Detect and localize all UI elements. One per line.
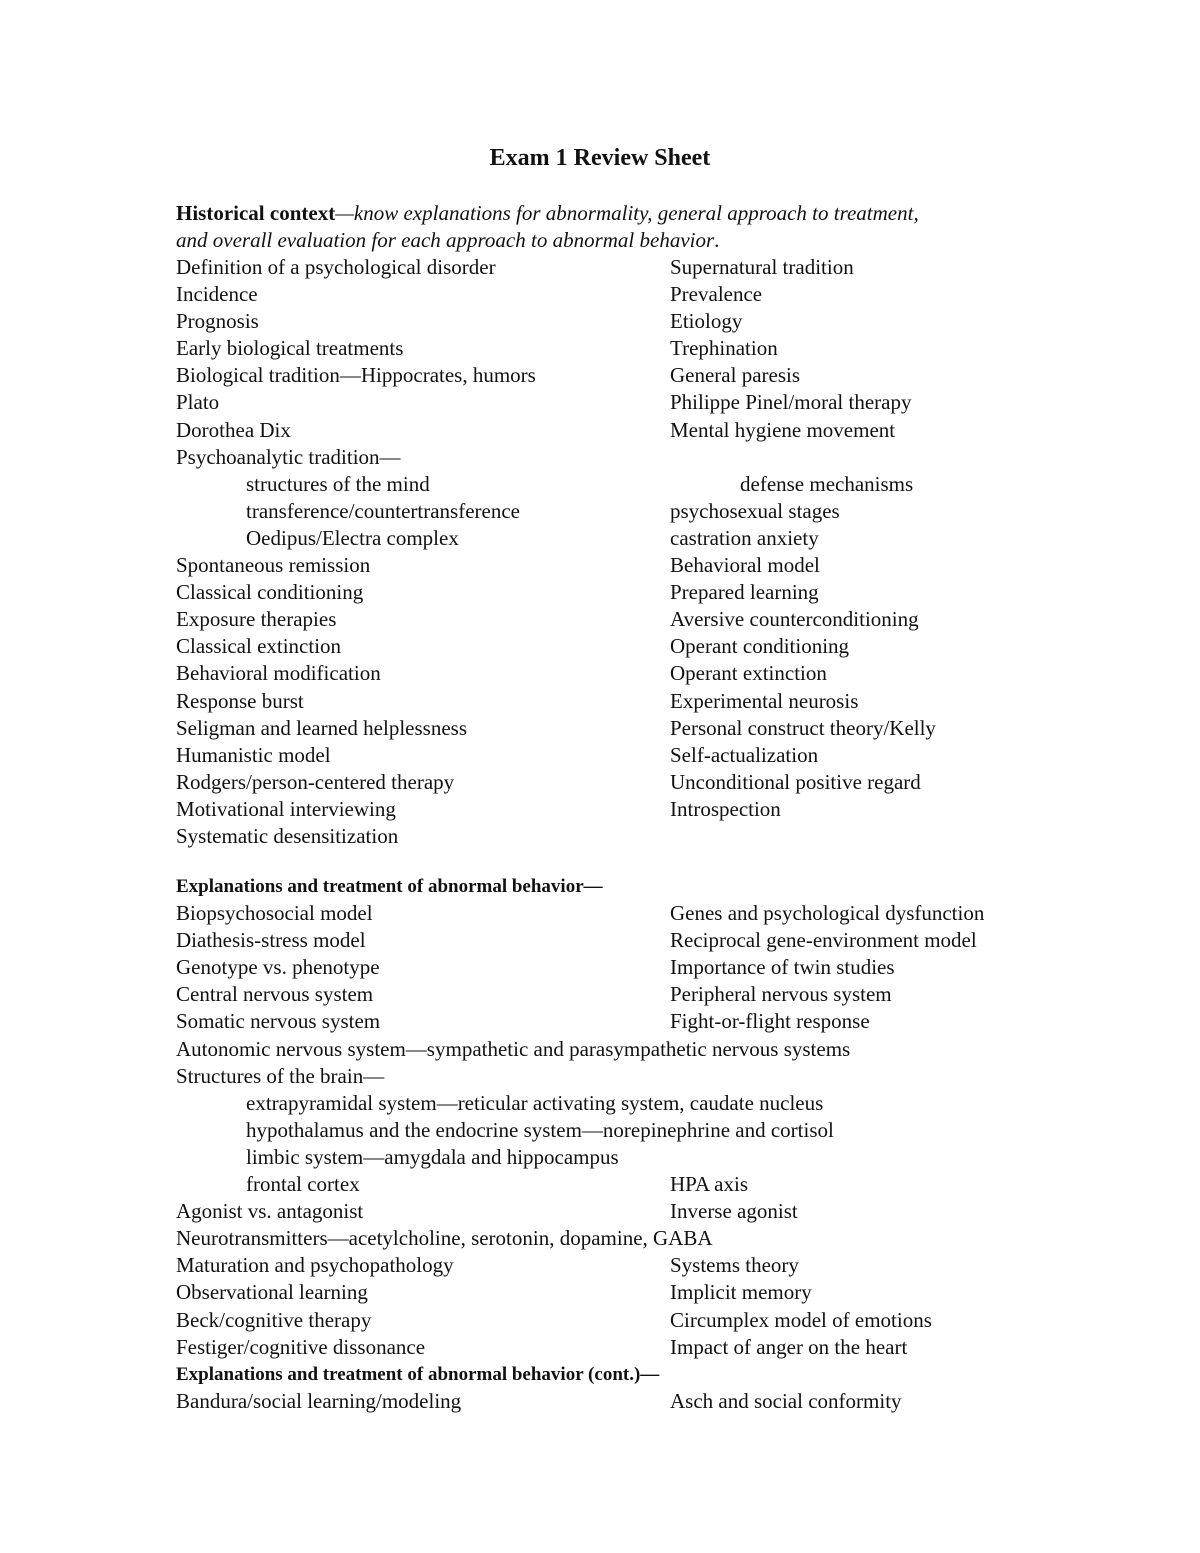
term-left: Rodgers/person-centered therapy — [176, 769, 455, 794]
term-right: Prepared learning — [670, 580, 819, 605]
term-left: Early biological treatments — [176, 336, 404, 361]
term-right: Operant conditioning — [670, 634, 850, 659]
term-left: Diathesis-stress model — [176, 928, 366, 953]
term-row — [176, 1036, 1126, 1063]
term-row — [176, 1171, 1126, 1198]
term-right-indented: defense mechanisms — [740, 471, 914, 496]
term-left-indented: extrapyramidal system—reticular activating system, caudate nucleus — [246, 1090, 824, 1115]
term-row — [176, 900, 1126, 927]
term-row — [176, 1225, 1126, 1252]
term-right: Trephination — [670, 336, 778, 361]
term-row — [176, 660, 1126, 687]
term-left: Beck/cognitive therapy — [176, 1307, 372, 1332]
term-row — [176, 281, 1126, 308]
term-left: Neurotransmitters—acetylcholine, serotonin, dopamine, GABA — [176, 1226, 713, 1251]
term-left: Psychoanalytic tradition— — [176, 444, 401, 469]
term-row — [176, 1252, 1126, 1279]
term-left: Structures of the brain— — [176, 1063, 385, 1088]
term-row — [176, 1198, 1126, 1225]
term-left-indented: frontal cortex — [246, 1172, 360, 1197]
term-right: Genes and psychological dysfunction — [670, 901, 985, 926]
term-row — [176, 954, 1126, 981]
term-right: Prevalence — [670, 282, 763, 307]
section-heading — [176, 873, 1126, 900]
page-title: Exam 1 Review Sheet — [489, 145, 711, 171]
term-left: Exposure therapies — [176, 607, 337, 632]
term-left: Bandura/social learning/modeling — [176, 1388, 462, 1413]
term-right: Importance of twin studies — [670, 955, 895, 980]
term-row — [176, 498, 1126, 525]
term-right: Reciprocal gene-environment model — [670, 928, 977, 953]
intro-period: . — [714, 228, 720, 252]
term-right: Implicit memory — [670, 1280, 812, 1305]
term-row — [176, 1063, 1126, 1090]
term-left: Humanistic model — [176, 742, 331, 767]
term-left: Prognosis — [176, 309, 259, 334]
term-right: Behavioral model — [670, 553, 820, 578]
historical-context-intro — [176, 200, 1076, 254]
term-row — [176, 606, 1126, 633]
term-row — [176, 525, 1126, 552]
term-left-indented: transference/countertransference — [246, 498, 520, 523]
term-left: Festiger/cognitive dissonance — [176, 1334, 426, 1359]
term-left: Definition of a psychological disorder — [176, 255, 496, 279]
term-left: Motivational interviewing — [176, 796, 396, 821]
term-row — [176, 981, 1126, 1008]
term-left: Seligman and learned helplessness — [176, 715, 468, 740]
term-row — [176, 389, 1126, 416]
term-row — [176, 254, 1126, 281]
term-left-indented: hypothalamus and the endocrine system—norepinephrine and cortisol — [246, 1117, 834, 1142]
term-left: Genotype vs. phenotype — [176, 955, 380, 980]
term-left-indented: structures of the mind — [246, 471, 430, 496]
term-right: Circumplex model of emotions — [670, 1307, 932, 1332]
term-left: Systematic desensitization — [176, 823, 399, 848]
term-right: Systems theory — [670, 1253, 799, 1278]
term-right: Mental hygiene movement — [670, 417, 896, 442]
term-left: Central nervous system — [176, 982, 374, 1007]
term-row — [176, 335, 1126, 362]
term-left-indented: limbic system—amygdala and hippocampus — [246, 1144, 619, 1169]
term-right: Inverse agonist — [670, 1199, 798, 1224]
term-right: castration anxiety — [670, 525, 819, 550]
term-right: psychosexual stages — [670, 498, 840, 523]
term-row — [176, 823, 1126, 850]
term-left: Somatic nervous system — [176, 1009, 381, 1034]
term-row — [176, 1388, 1126, 1415]
term-row — [176, 1090, 1126, 1117]
explanations-terms-list — [176, 873, 1126, 1415]
term-right: Supernatural tradition — [670, 255, 854, 279]
term-left: Spontaneous remission — [176, 553, 371, 578]
term-left: Classical extinction — [176, 634, 342, 659]
intro-instructions-line2: and overall evaluation for each approach to abnormal behavior — [176, 228, 715, 252]
term-left: Incidence — [176, 282, 258, 307]
term-row — [176, 1117, 1126, 1144]
section-heading-cont-text: Explanations and treatment of abnormal behavior (cont.)— — [176, 1363, 660, 1385]
term-row — [176, 1144, 1126, 1171]
term-left: Response burst — [176, 688, 304, 713]
section-heading-cont — [176, 1361, 1126, 1388]
term-right: Unconditional positive regard — [670, 769, 921, 794]
term-left: Biological tradition—Hippocrates, humors — [176, 363, 536, 388]
term-row — [176, 444, 1126, 471]
term-left: Biopsychosocial model — [176, 901, 373, 926]
term-left: Observational learning — [176, 1280, 368, 1305]
term-right: Self-actualization — [670, 742, 819, 767]
term-row — [176, 471, 1126, 498]
term-right: Introspection — [670, 796, 781, 821]
term-row — [176, 308, 1126, 335]
term-right: Impact of anger on the heart — [670, 1334, 908, 1359]
term-right: General paresis — [670, 363, 801, 388]
term-right: Experimental neurosis — [670, 688, 859, 713]
term-row — [176, 796, 1126, 823]
term-left-indented: Oedipus/Electra complex — [246, 525, 459, 550]
term-left: Agonist vs. antagonist — [176, 1199, 364, 1224]
term-right: Aversive counterconditioning — [670, 607, 919, 632]
term-row — [176, 1008, 1126, 1035]
term-row — [176, 742, 1126, 769]
term-right: Peripheral nervous system — [670, 982, 892, 1007]
term-right: Philippe Pinel/moral therapy — [670, 390, 912, 415]
term-right: Asch and social conformity — [670, 1388, 902, 1413]
term-row — [176, 715, 1126, 742]
term-left: Dorothea Dix — [176, 417, 291, 442]
section-heading-text: Explanations and treatment of abnormal behavior— — [176, 876, 603, 897]
historical-context-label: Historical context — [176, 201, 336, 225]
term-row — [176, 579, 1126, 606]
term-row — [176, 362, 1126, 389]
term-row — [176, 417, 1126, 444]
term-row — [176, 927, 1126, 954]
term-left: Behavioral modification — [176, 661, 381, 686]
term-left: Autonomic nervous system—sympathetic and parasympathetic nervous systems — [176, 1036, 851, 1061]
term-right: Operant extinction — [670, 661, 827, 686]
intro-instructions-line1: know explanations for abnormality, general approach to treatment, — [353, 201, 919, 225]
term-right: HPA axis — [670, 1172, 749, 1197]
term-row — [176, 633, 1126, 660]
term-row — [176, 688, 1126, 715]
term-row — [176, 769, 1126, 796]
term-row — [176, 1307, 1126, 1334]
term-left: Maturation and psychopathology — [176, 1253, 454, 1278]
term-right: Fight-or-flight response — [670, 1009, 870, 1034]
term-row — [176, 552, 1126, 579]
term-left: Plato — [176, 390, 220, 415]
historical-terms-list — [176, 254, 1126, 850]
term-left: Classical conditioning — [176, 580, 364, 605]
term-right: Etiology — [670, 309, 743, 334]
intro-dash: — — [335, 201, 354, 225]
term-row — [176, 1279, 1126, 1306]
term-row — [176, 1334, 1126, 1361]
term-right: Personal construct theory/Kelly — [670, 715, 936, 740]
